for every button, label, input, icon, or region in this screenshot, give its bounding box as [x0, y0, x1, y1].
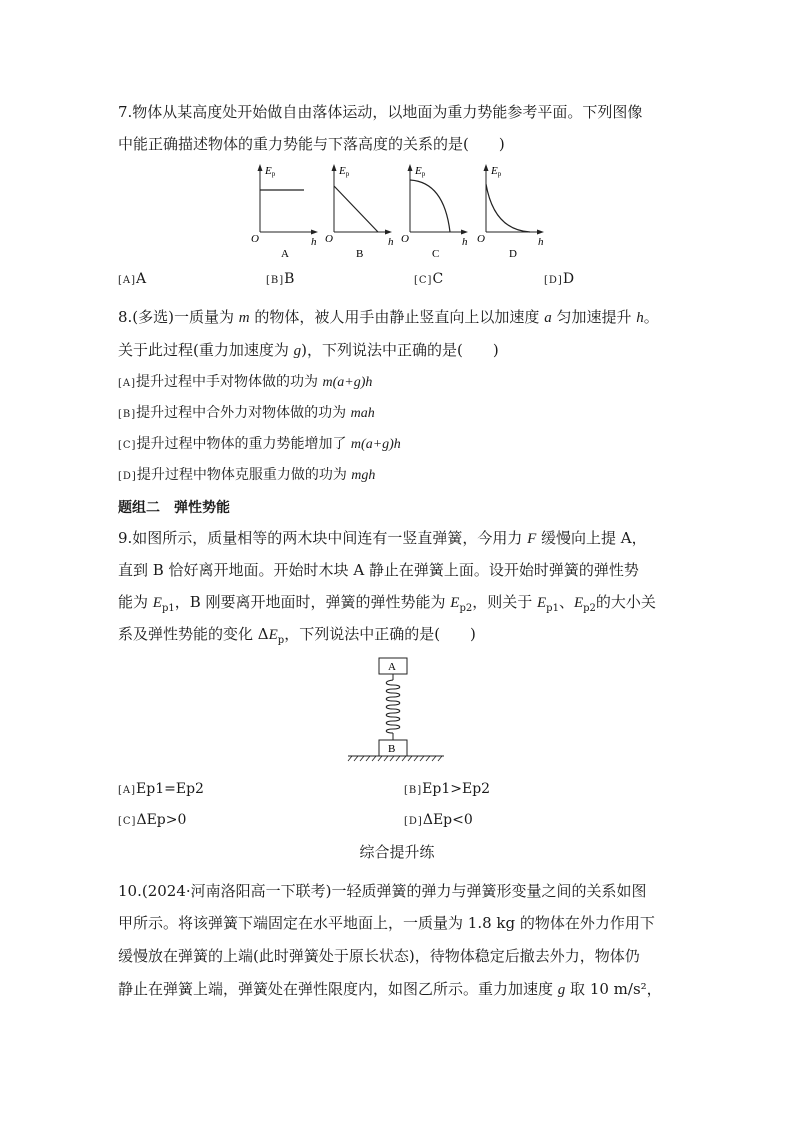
q7-option-b[interactable]: [B]B [266, 271, 295, 287]
graph-d-x-label: h [538, 236, 544, 248]
q9-line-3: 能为 $E_{p1}$，B 刚要离开地面时，弹簧的弹性势能为 $E_{p2}$，则关于 $E_{p1}$、$E_{p2}$的大小关 [118, 593, 656, 614]
q9-option-a[interactable]: [A]Ep1=Ep2 [118, 781, 204, 797]
q7-option-c[interactable]: [C]C [414, 271, 444, 287]
graph-c-x-label: h [462, 236, 468, 248]
q8-option-c[interactable]: [C]提升过程中物体的重力势能增加了 m(a+g)h [118, 436, 401, 452]
graph-a-letter: A [281, 248, 289, 260]
graph-d-letter: D [509, 248, 517, 260]
graph-c-letter: C [432, 248, 440, 260]
graph-b-letter: B [356, 248, 364, 260]
q9-line-2: 直到 B 恰好离开地面。开始时木块 A 静止在弹簧上面。设开始时弹簧的弹性势 [118, 561, 639, 579]
q7-graph-b [322, 160, 398, 260]
graph-d-curve [486, 184, 530, 232]
q8-option-d[interactable]: [D]提升过程中物体克服重力做的功为 mgh [118, 467, 376, 483]
q8-line-2: 关于此过程(重力加速度为 g)，下列说法中正确的是( ) [118, 341, 499, 359]
graph-a-x-label: h [311, 236, 317, 248]
q7-graph-d [474, 160, 550, 260]
graph-b-y-label: Ep [339, 165, 350, 178]
q8-option-a[interactable]: [A]提升过程中手对物体做的功为 m(a+g)h [118, 374, 373, 390]
block-a-label: A [388, 661, 396, 673]
graph-d-origin: O [477, 233, 485, 245]
section-title-comprehensive: 综合提升练 [359, 843, 435, 861]
q9-option-c[interactable]: [C]ΔEp>0 [118, 812, 187, 828]
q7-option-a[interactable]: [A]A [118, 271, 147, 287]
graph-d-y-label: Ep [491, 165, 502, 178]
graph-a-origin: O [251, 233, 259, 245]
graph-b-curve [334, 186, 378, 232]
q9-line-1: 9.如图所示，质量相等的两木块中间连有一竖直弹簧，今用力 F 缓慢向上提 A， [118, 529, 647, 547]
q7-line-1: 7.物体从某高度处开始做自由落体运动，以地面为重力势能参考平面。下列图像 [118, 103, 643, 121]
block-b-label: B [388, 743, 396, 755]
graph-b-x-label: h [388, 236, 394, 248]
spring-coil [386, 680, 400, 733]
q8-option-b[interactable]: [B]提升过程中合外力对物体做的功为 mah [118, 405, 375, 421]
q10-line-4: 静止在弹簧上端，弹簧处在弹性限度内，如图乙所示。重力加速度 g 取 10 m/s²， [118, 980, 662, 998]
q9-line-4: 系及弹性势能的变化 $\Delta E_p$，下列说法中正确的是( ) [118, 625, 476, 646]
graph-c-origin: O [401, 233, 409, 245]
graph-a-y-label: Ep [265, 165, 276, 178]
q9-spring-diagram [344, 654, 448, 766]
q10-line-3: 缓慢放在弹簧的上端(此时弹簧处于原长状态)，待物体稳定后撤去外力，物体仍 [118, 947, 640, 965]
q8-line-1: 8.(多选)一质量为 m 的物体，被人用手由静止竖直向上以加速度 a 匀加速提升 h。 [118, 308, 659, 326]
q7-option-d[interactable]: [D]D [544, 271, 575, 287]
ground-hatching [348, 756, 442, 761]
q9-option-b[interactable]: [B]Ep1>Ep2 [404, 781, 491, 797]
graph-c-curve [410, 180, 450, 232]
q7-line-2: 中能正确描述物体的重力势能与下落高度的关系的是( ) [118, 135, 505, 153]
q10-line-1: 10.(2024·河南洛阳高一下联考)一轻质弹簧的弹力与弹簧形变量之间的关系如图 [118, 882, 647, 900]
section-title-elastic: 题组二 弹性势能 [118, 500, 230, 516]
q7-graph-a [248, 160, 322, 260]
graph-b-origin: O [325, 233, 333, 245]
q10-line-2: 甲所示。将该弹簧下端固定在水平地面上，一质量为 1.8 kg 的物体在外力作用下 [118, 914, 655, 932]
q7-graph-c [398, 160, 474, 260]
graph-c-y-label: Ep [415, 165, 426, 178]
q9-option-d[interactable]: [D]ΔEp<0 [404, 812, 473, 828]
